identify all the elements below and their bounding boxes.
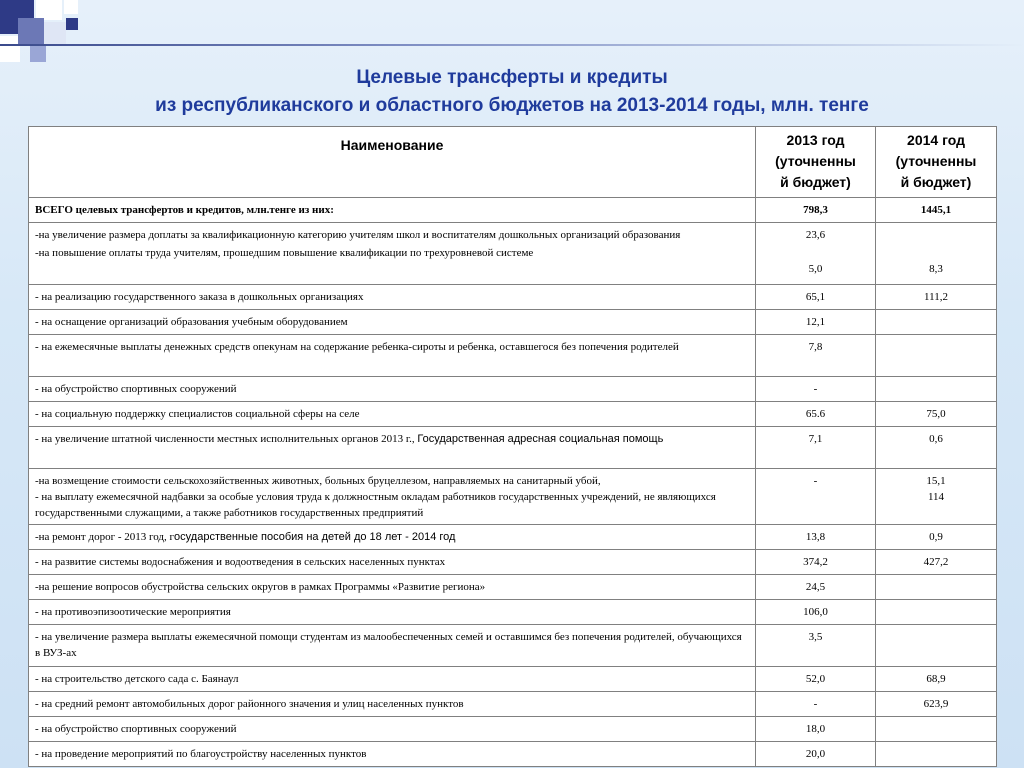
table-row <box>29 717 997 742</box>
value: 111,2 <box>924 291 948 303</box>
row-value-2014 <box>876 310 997 335</box>
row-description <box>29 667 756 692</box>
row-value-2014 <box>876 550 997 575</box>
row-value-2013 <box>756 692 876 717</box>
row-value-2014 <box>876 469 997 525</box>
column-header-2014: 2014 год (уточненны й бюджет) <box>876 127 997 198</box>
row-value-2013 <box>756 525 876 550</box>
row-description-line: - на увеличение размера выплаты ежемесячной помощи студентам из малообеспеченных семей и оставшимся без попечения родителей, обучающихся в ВУЗ-ах <box>35 631 742 659</box>
value: - <box>813 698 818 710</box>
row-description-line: - на средний ремонт автомобильных дорог районного значения и улиц населенных пунктов <box>35 698 464 710</box>
value: 106,0 <box>803 606 828 618</box>
row-value-2014 <box>876 223 997 285</box>
row-description-line: - на обустройство спортивных сооружений <box>35 723 237 735</box>
row-description-line: - на реализацию государственного заказа в дошкольных организациях <box>35 291 364 303</box>
row-description <box>29 575 756 600</box>
row-description-line: -на решение вопросов обустройства сельских округов в рамках Программы «Развитие региона» <box>35 581 486 593</box>
row-value-2014 <box>876 600 997 625</box>
title-line-1: Целевые трансферты и кредиты <box>356 67 668 88</box>
row-description <box>29 600 756 625</box>
budget-table <box>28 126 997 767</box>
value: 68,9 <box>926 673 946 685</box>
table-row <box>29 223 997 285</box>
table-row <box>29 427 997 469</box>
row-value-2014 <box>876 692 997 717</box>
row-description <box>29 717 756 742</box>
value: - <box>813 383 818 395</box>
value: 13,8 <box>805 531 826 543</box>
table-row <box>29 692 997 717</box>
row-description-text: -на ремонт дорог - 2013 год, г <box>35 531 175 543</box>
row-description <box>29 335 756 377</box>
row-value-2013 <box>756 550 876 575</box>
total-row <box>29 198 997 223</box>
table-row <box>29 575 997 600</box>
slide-title <box>60 64 964 120</box>
value: 114 <box>927 491 945 503</box>
table-row <box>29 525 997 550</box>
row-value-2013 <box>756 742 876 767</box>
title-divider-line <box>0 44 1024 46</box>
row-value-2013 <box>756 717 876 742</box>
row-value-2014 <box>876 285 997 310</box>
row-value-2013 <box>756 667 876 692</box>
row-description <box>29 427 756 469</box>
value: 7,1 <box>808 433 823 445</box>
value: 23,6 <box>805 229 826 241</box>
table-row <box>29 667 997 692</box>
row-value-2014 <box>876 377 997 402</box>
value: 12,1 <box>805 316 826 328</box>
row-description-line: -на повышение оплаты труда учителям, прошедшим повышение квалификации по трехуровневой системе <box>35 247 534 259</box>
row-value-2014 <box>876 427 997 469</box>
row-description <box>29 377 756 402</box>
table-row <box>29 402 997 427</box>
row-value-2013 <box>756 575 876 600</box>
value: 8,3 <box>929 263 943 275</box>
row-value-2013 <box>756 402 876 427</box>
total-2014: 1445,1 <box>876 198 997 223</box>
row-description-line: -на увеличение размера доплаты за квалификационную категорию учителям школ и воспитателям дошкольных организаций образования <box>35 229 681 241</box>
column-header-2013: 2013 год (уточненны й бюджет) <box>756 127 876 198</box>
row-description-line: - на обустройство спортивных сооружений <box>35 383 237 395</box>
table-row <box>29 469 997 525</box>
row-description-text-sans: Государственная адресная социальная помощь <box>417 433 664 445</box>
row-description-text: - на увеличение штатной численности местных исполнительных органов 2013 г., <box>35 433 418 445</box>
row-description <box>29 469 756 525</box>
row-description <box>29 223 756 285</box>
table-row <box>29 550 997 575</box>
title-line-2: из республиканского и областного бюджетов на 2013-2014 годы, млн. тенге <box>155 95 869 116</box>
row-description-line: - на строительство детского сада с. Баянаул <box>35 673 239 685</box>
value: 427,2 <box>923 556 949 568</box>
row-description <box>29 742 756 767</box>
row-value-2013 <box>756 469 876 525</box>
row-description-line: - на противоэпизоотические мероприятия <box>35 606 231 618</box>
row-value-2014 <box>876 335 997 377</box>
row-description <box>29 625 756 667</box>
row-description-line: -на возмещение стоимости сельскохозяйственных животных, больных бруцеллезом, направляемых на санитарный убой, <box>35 475 601 487</box>
table-row <box>29 600 997 625</box>
table-row <box>29 625 997 667</box>
row-description <box>29 285 756 310</box>
value: 65.6 <box>805 408 826 420</box>
table-row <box>29 742 997 767</box>
row-description <box>29 402 756 427</box>
row-value-2014 <box>876 402 997 427</box>
row-description-line: - на развитие системы водоснабжения и водоотведения в сельских населенных пунктах <box>35 556 446 568</box>
row-description-line: - на ежемесячные выплаты денежных средств опекунам на содержание ребенка-сироты и ребенка, оставшегося без попечения родителей <box>35 341 679 353</box>
row-value-2013 <box>756 625 876 667</box>
row-description <box>29 310 756 335</box>
total-2013: 798,3 <box>756 198 876 223</box>
table-header-row <box>29 127 997 198</box>
value: 65,1 <box>805 291 826 303</box>
row-value-2013 <box>756 310 876 335</box>
row-value-2014 <box>876 667 997 692</box>
total-label: ВСЕГО целевых трансфертов и кредитов, млн.тенге из них: <box>29 198 756 223</box>
value: 20,0 <box>805 748 826 760</box>
value: 5,0 <box>808 263 823 275</box>
row-value-2014 <box>876 742 997 767</box>
row-description <box>29 692 756 717</box>
row-description <box>29 550 756 575</box>
row-value-2014 <box>876 575 997 600</box>
row-value-2013 <box>756 223 876 285</box>
row-value-2013 <box>756 335 876 377</box>
row-value-2013 <box>756 285 876 310</box>
value: 24,5 <box>805 581 826 593</box>
value: 18,0 <box>805 723 826 735</box>
value: - <box>813 475 818 487</box>
row-value-2013 <box>756 377 876 402</box>
value: 623,9 <box>923 698 949 710</box>
row-value-2013 <box>756 600 876 625</box>
value: 52,0 <box>805 673 826 685</box>
table-row <box>29 310 997 335</box>
row-description <box>29 525 756 550</box>
value: 7,8 <box>808 341 823 353</box>
row-value-2014 <box>876 525 997 550</box>
value: 0,9 <box>929 531 943 543</box>
table-row <box>29 377 997 402</box>
row-value-2014 <box>876 717 997 742</box>
value: 0,6 <box>929 433 943 445</box>
value: 75,0 <box>926 408 946 420</box>
value <box>878 227 994 243</box>
value: 15,1 <box>926 475 946 487</box>
column-header-name: Наименование <box>29 127 756 198</box>
row-description-line: - на оснащение организаций образования учебным оборудованием <box>35 316 348 328</box>
value: 3,5 <box>808 631 823 643</box>
value: 374,2 <box>803 556 828 568</box>
row-description-line: - на выплату ежемесячной надбавки за особые условия труда к должностным окладам работников государственных учреждений, не являющихся государственными служащими, а также работников государственных предприятий <box>35 491 716 519</box>
row-value-2014 <box>876 625 997 667</box>
row-description-line: - на социальную поддержку специалистов социальной сферы на селе <box>35 408 360 420</box>
row-value-2013 <box>756 427 876 469</box>
row-description-text-sans: осударственные пособия на детей до 18 лет - 2014 год <box>174 531 456 543</box>
row-description-line: - на проведение мероприятий по благоустройству населенных пунктов <box>35 748 367 760</box>
table-row <box>29 335 997 377</box>
table-row <box>29 285 997 310</box>
